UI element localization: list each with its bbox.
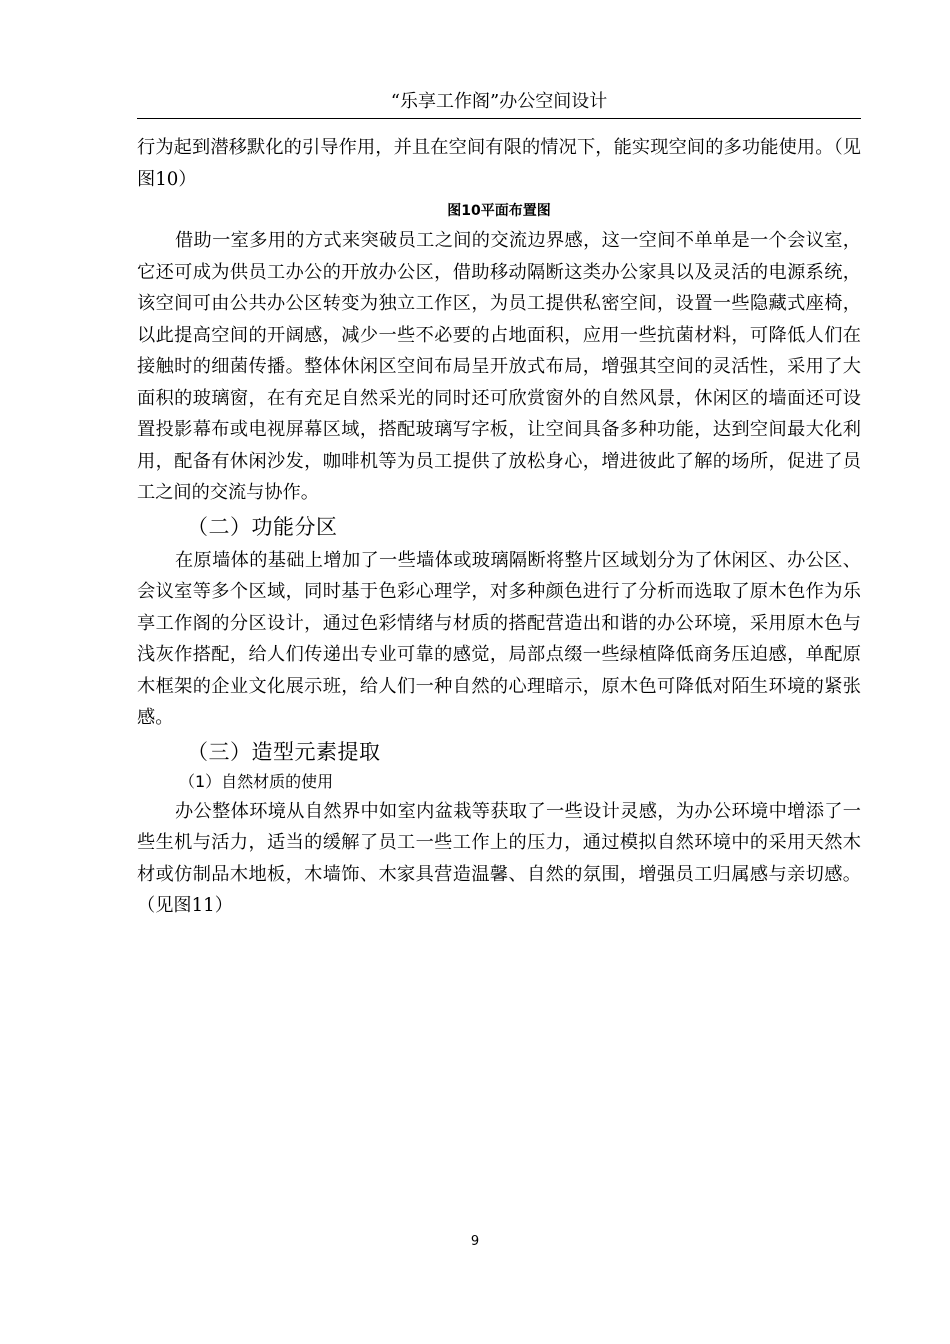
section-heading: （二）功能分区 [187, 514, 338, 539]
page-number: 9 [470, 1234, 480, 1249]
section-heading: （三）造型元素提取 [187, 739, 381, 764]
header-divider [137, 118, 861, 119]
paragraph: 办公整体环境从自然界中如室内盆栽等获取了一些设计灵感，为办公环境中增添了一些生机与活力，适当的缓解了员工一些工作上的压力，通过模拟自然环境中的采用天然木材或仿制品木地板，木墙饰、木家具营造温馨、自然的氛围，增强员工归属感与亲切感。（见图11） [137, 800, 861, 916]
paragraph: 在原墙体的基础上增加了一些墙体或玻璃隔断将整片区域划分为了休闲区、办公区、会议室等多个区域，同时基于色彩心理学，对多种颜色进行了分析而选取了原木色作为乐享工作阁的分区设计，通过色彩情绪与材质的搭配营造出和谐的办公环境，采用原木色与浅灰作搭配，给人们传递出专业可靠的感觉，局部点缀一些绿植降低商务压迫感，单配原木框架的企业文化展示班，给人们一种自然的心理暗示，原木色可降低对陌生环境的紧张感。 [137, 549, 861, 728]
figure-caption: 图10平面布置图 [447, 203, 551, 219]
page-body [137, 132, 861, 922]
running-header: “乐享工作阁”办公空间设计 [390, 91, 608, 112]
paragraph-continued: 行为起到潜移默化的引导作用，并且在空间有限的情况下，能实现空间的多功能使用。（见图10） [137, 137, 861, 190]
subsection-heading: （1）自然材质的使用 [179, 771, 334, 791]
paragraph: 借助一室多用的方式来突破员工之间的交流边界感，这一空间不单单是一个会议室，它还可成为供员工办公的开放办公区，借助移动隔断这类办公家具以及灵活的电源系统，该空间可由公共办公区转变为独立工作区，为员工提供私密空间，设置一些隐藏式座椅，以此提高空间的开阔感，减少一些不必要的占地面积，应用一些抗菌材料，可降低人们在接触时的细菌传播。整体休闲区空间布局呈开放式布局，增强其空间的灵活性，采用了大面积的玻璃窗，在有充足自然采光的同时还可欣赏窗外的自然风景，休闲区的墙面还可设置投影幕布或电视屏幕区域，搭配玻璃写字板，让空间具备多种功能，达到空间最大化利用，配备有休闲沙发，咖啡机等为员工提供了放松身心，增进彼此了解的场所，促进了员工之间的交流与协作。 [137, 230, 861, 503]
